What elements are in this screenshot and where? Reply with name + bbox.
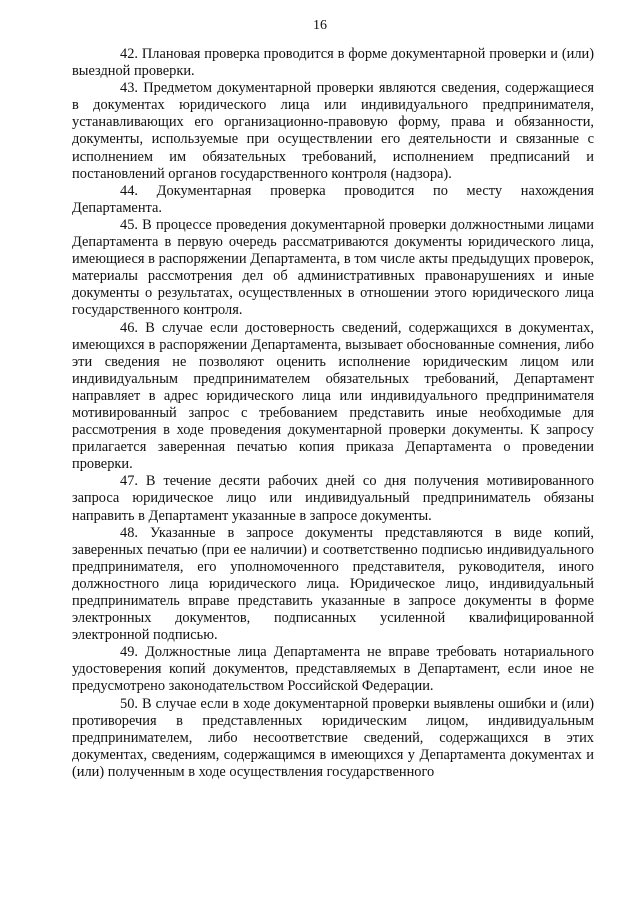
document-body [72,46,594,781]
paragraph-50: 50. В случае если в ходе документарной проверки выявлены ошибки и (или) противоречия в представленных юридическим лицом, индивидуальным предпринимателем, либо несоответствие сведений, содержащихся в этих документах, сведениям, содержащимся в имеющихся у Департамента документах и (или) полученным в ходе осуществления государственного [72,695,594,780]
paragraph-46: 46. В случае если достоверность сведений, содержащихся в документах, имеющихся в распоряжении Департамента, вызывает обоснованные сомнения, либо эти сведения не позволяют оценить исполнение юридическим лицом или индивидуальным предпринимателем обязательных требований, Департамент направляет в адрес юридического лица или индивидуального предпринимателя мотивированный запрос с требованием представить иные необходимые для рассмотрения в ходе проведения документарной проверки документы. К запросу прилагается заверенная печатью копия приказа Департамента о проведении проверки. [72,319,594,473]
paragraph-45: 45. В процессе проведения документарной проверки должностными лицами Департамента в первую очередь рассматриваются документы юридического лица, имеющиеся в распоряжении Департамента, в том числе акты предыдущих проверок, материалы рассмотрения дел об административных правонарушениях и иные документы о результатах, осуществленных в отношении этого юридического лица государственного контроля. [72,216,594,319]
paragraph-43: 43. Предметом документарной проверки являются сведения, содержащиеся в документах юридического лица или индивидуального предпринимателя, устанавливающих его организационно-правовую форму, права и обязанности, документы, используемые при осуществлении его деятельности и связанные с исполнением им обязательных требований, исполнением предписаний и постановлений органов государственного контроля (надзора). [72,80,594,182]
paragraph-48: 48. Указанные в запросе документы представляются в виде копий, заверенных печатью (при ее наличии) и соответственно подписью индивидуального предпринимателя, его уполномоченного представителя, руководителя, иного должностного лица юридического лица. Юридическое лицо, индивидуальный предприниматель вправе представить указанные в запросе документы в форме электронных документов, подписанных усиленной квалифицированной электронной подписью. [72,524,594,644]
page-number: 16 [313,18,327,33]
paragraph-47: 47. В течение десяти рабочих дней со дня получения мотивированного запроса юридическое лицо или индивидуальный предприниматель обязаны направить в Департамент указанные в запросе документы. [72,473,594,524]
paragraph-42: 42. Плановая проверка проводится в форме документарной проверки и (или) выездной проверки. [72,46,594,80]
paragraph-44: 44. Документарная проверка проводится по месту нахождения Департамента. [72,182,594,216]
paragraph-49: 49. Должностные лица Департамента не вправе требовать нотариального удостоверения копий документов, представляемых в Департамент, если иное не предусмотрено законодательством Российской Федерации. [72,644,594,695]
